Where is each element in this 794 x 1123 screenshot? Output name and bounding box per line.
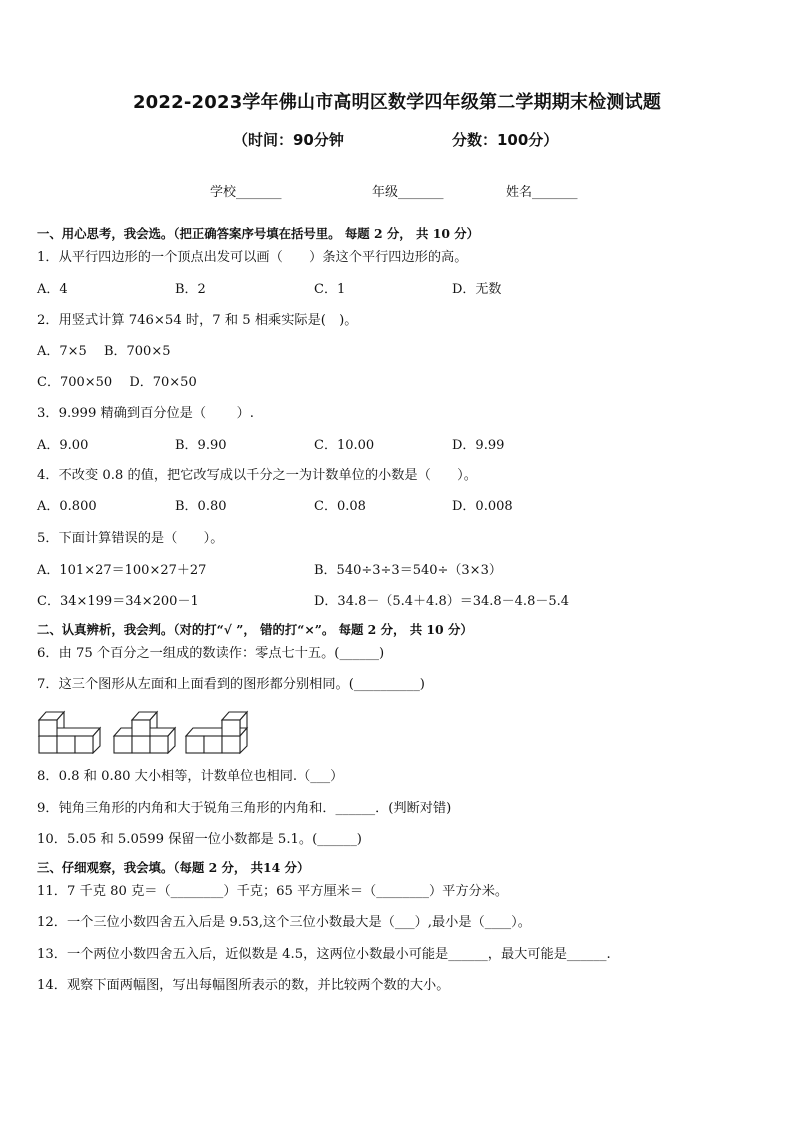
q5-option-c: C．34×199＝34×200－1	[37, 594, 199, 609]
name-field: 姓名_______	[506, 185, 578, 200]
section-2-heading: 二、认真辨析，我会判。（对的打“√ ”， 错的打“×”。 每题 2 分， 共 10 分）	[37, 622, 473, 637]
q1-option-c: C．1	[314, 282, 346, 297]
cube-figure-2	[114, 712, 175, 753]
q3-option-d: D．9.99	[452, 438, 505, 453]
exam-time: （时间：90分钟	[233, 131, 344, 149]
question-6: 6．由 75 个百分之一组成的数读作：零点七十五。(______)	[37, 646, 385, 661]
question-13: 13．一个两位小数四舍五入后，近似数是 4.5，这两位小数最小可能是______，最大可能是______.	[37, 947, 611, 962]
q4-option-b: B．0.80	[175, 499, 227, 514]
question-5: 5．下面计算错误的是（ ）。	[37, 531, 224, 546]
q5-option-b: B．540÷3÷3＝540÷（3×3）	[314, 563, 502, 578]
q1-option-d: D．无数	[452, 282, 502, 297]
grade-field: 年级_______	[372, 185, 444, 200]
question-10: 10．5.05 和 5.0599 保留一位小数都是 5.1。(______)	[37, 832, 362, 847]
section-1-heading: 一、用心思考，我会选。（把正确答案序号填在括号里。 每题 2 分， 共 10 分）	[37, 226, 480, 241]
question-11: 11．7 千克 80 克＝（________）千克；65 平方厘米＝（________）平方分米。	[37, 884, 509, 899]
q4-option-d: D．0.008	[452, 499, 513, 514]
cube-figure-3	[186, 712, 247, 753]
q3-option-a: A．9.00	[37, 438, 89, 453]
question-12: 12．一个三位小数四舍五入后是 9.53,这个三位小数最大是（___）,最小是（____）。	[37, 915, 531, 930]
q3-option-b: B．9.90	[175, 438, 227, 453]
question-1: 1．从平行四边形的一个顶点出发可以画（ ）条这个平行四边形的高。	[37, 250, 468, 265]
question-7: 7．这三个图形从左面和上面看到的图形都分别相同。(__________)	[37, 677, 425, 692]
q5-option-a: A．101×27＝100×27＋27	[37, 563, 207, 578]
q5-option-d: D．34.8－（5.4＋4.8）＝34.8－4.8－5.4	[314, 594, 570, 609]
page-title: 2022-2023学年佛山市高明区数学四年级第二学期期末检测试题	[132, 92, 662, 113]
q4-option-a: A．0.800	[37, 499, 97, 514]
q1-option-b: B．2	[175, 282, 206, 297]
q4-option-c: C．0.08	[314, 499, 366, 514]
q1-option-a: A．4	[37, 282, 68, 297]
question-9: 9．钝角三角形的内角和大于锐角三角形的内角和．______．(判断对错)	[37, 801, 452, 816]
school-field: 学校_______	[210, 185, 282, 200]
cube-figure-1	[39, 712, 100, 753]
question-8: 8．0.8 和 0.80 大小相等，计数单位也相同.（___）	[37, 769, 344, 784]
q2-options-ab: A．7×5 B．700×5	[37, 344, 171, 359]
exam-score: 分数：100分）	[452, 131, 559, 149]
section-3-heading: 三、仔细观察，我会填。（每题 2 分， 共14 分）	[37, 860, 310, 875]
cube-figures	[36, 708, 254, 754]
question-2: 2．用竖式计算 746×54 时，7 和 5 相乘实际是( )。	[37, 313, 358, 328]
question-3: 3．9.999 精确到百分位是（ ）.	[37, 406, 254, 421]
question-14: 14．观察下面两幅图，写出每幅图所表示的数，并比较两个数的大小。	[37, 978, 450, 993]
q3-option-c: C．10.00	[314, 438, 375, 453]
question-4: 4．不改变 0.8 的值，把它改写成以千分之一为计数单位的小数是（ ）。	[37, 468, 477, 483]
q2-options-cd: C．700×50 D．70×50	[37, 375, 197, 390]
